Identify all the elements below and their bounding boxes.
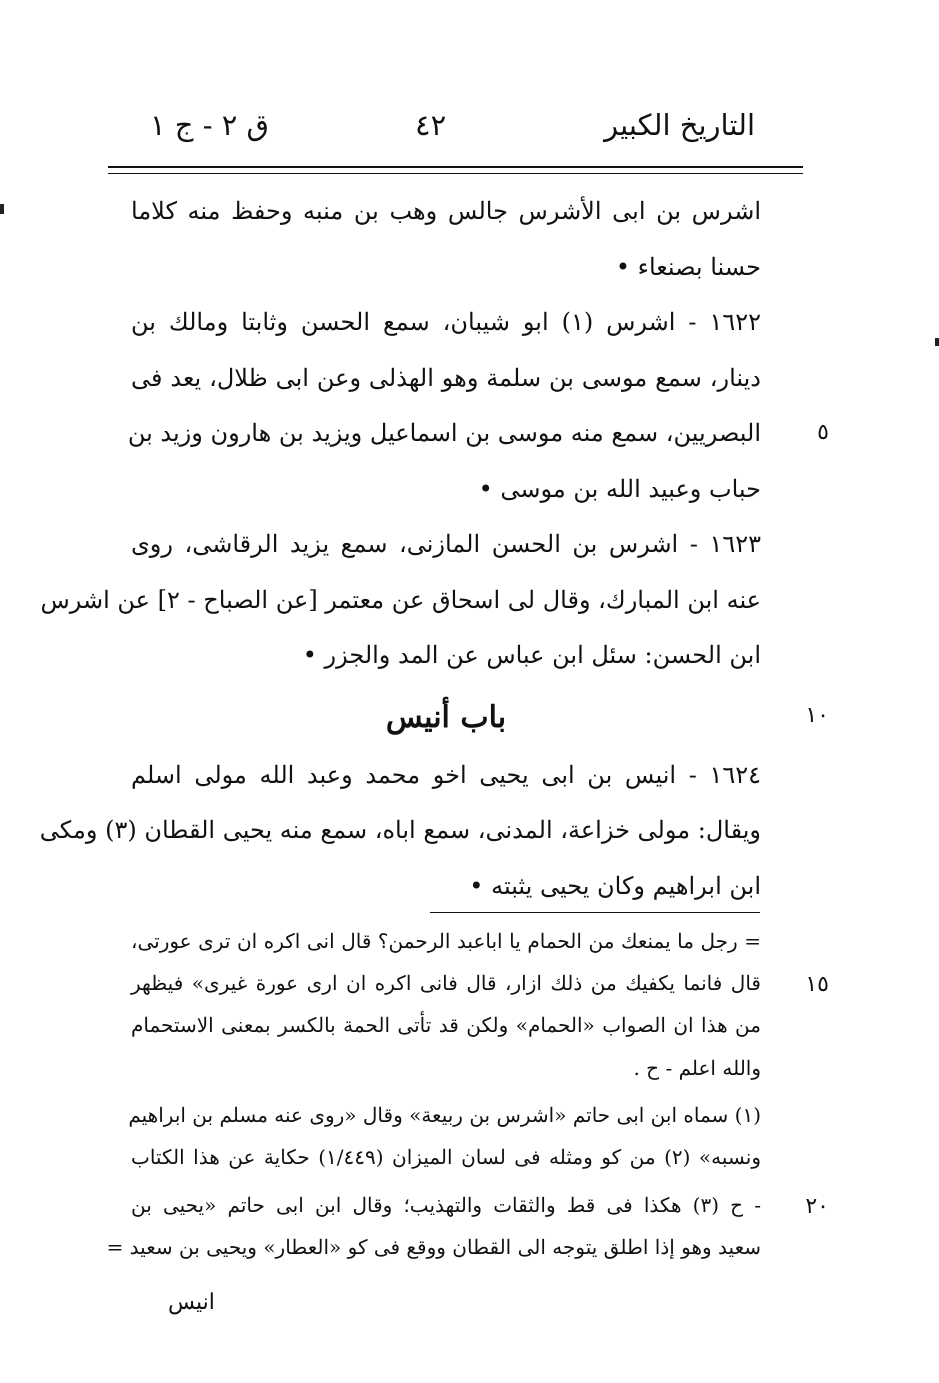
footnote-rule <box>430 912 760 913</box>
entry-1624: ١٦٢٤ - انيس بن ابى يحيى اخو محمد وعبد الله مولى اسلم <box>131 761 761 789</box>
volume-reference: ق ٢ - ج ١ <box>150 108 270 142</box>
page-header <box>110 108 800 160</box>
text-line: عنه ابن المبارك، وقال لى اسحاق عن معتمر [عن الصباح - ٢] عن اشرس <box>40 586 761 614</box>
footnote-line: والله اعلم - ح . <box>633 1056 761 1080</box>
line-number-10: ١٠ <box>805 703 829 728</box>
line-number-15: ١٥ <box>805 972 829 997</box>
footnote-3: - ح (٣) هكذا فى قط والثقات والتهذيب؛ وقال ابن ابى حاتم «يحيى بن <box>131 1193 761 1217</box>
header-rule-thin <box>108 173 803 174</box>
entry-1622: ١٦٢٢ - اشرس (١) ابو شيبان، سمع الحسن وثابتا ومالك بن <box>131 308 761 336</box>
text-line: دينار، سمع موسى بن سلمة وهو الهذلى وعن ابى ظلال، يعد فى <box>131 364 761 392</box>
text-line: اشرس بن ابى الأشرس جالس وهب بن منبه وحفظ منه كلاما <box>131 197 761 225</box>
text-line: ويقال: مولى خزاعة، المدنى، سمع اباه، سمع منه يحيى القطان (٣) ومكى <box>39 816 761 844</box>
footnote-line: قال فانما يكفيك من ذلك ازار، قال فانى اكره ان ارى عورة غيرى» فيظهر <box>131 971 761 995</box>
footnote-line: سعيد وهو إذا اطلق يتوجه الى القطان ووقع فى كو «العطار» ويحيى بن سعيد = <box>106 1235 761 1259</box>
section-heading: باب أنيس <box>385 700 507 735</box>
text-line: ابن ابراهيم وكان يحيى يثبته • <box>469 872 761 900</box>
line-number-20: ٢٠ <box>805 1194 829 1219</box>
line-number-5: ٥ <box>817 420 829 445</box>
scan-mark <box>0 204 4 214</box>
text-line: حباب وعبيد الله بن موسى • <box>478 475 761 503</box>
entry-1623: ١٦٢٣ - اشرس بن الحسن المازنى، سمع يزيد الرقاشى، روى <box>131 530 761 558</box>
page-number: ٤٢ <box>415 108 447 142</box>
footnote-line: = رجل ما يمنعك من الحمام يا اباعبد الرحمن؟ قال انى اكره ان ترى عورتى، <box>131 929 761 953</box>
scan-mark <box>935 338 939 346</box>
book-title: التاريخ الكبير <box>604 108 755 142</box>
text-line: البصريين، سمع منه موسى بن اسماعيل ويزيد بن هارون وزيد بن <box>127 419 761 447</box>
footnote-2: ونسبه» (٢) من كو ومثله فى لسان الميزان (١/٤٤٩) حكاية عن هذا الكتاب <box>131 1145 761 1169</box>
catchword: انيس <box>168 1290 215 1315</box>
footnote-1: (١) سماه ابن ابى حاتم «اشرس بن ربيعة» وقال «روى عنه مسلم بن ابراهيم <box>128 1103 761 1127</box>
header-rule-thick <box>108 166 803 168</box>
footnote-line: من هذا ان الصواب «الحمام» ولكن قد تأتى الحمة بالكسر بمعنى الاستحمام <box>131 1013 761 1037</box>
text-line: ابن الحسن: سئل ابن عباس عن المد والجزر • <box>302 641 761 669</box>
text-line: حسنا بصنعاء • <box>615 253 761 281</box>
